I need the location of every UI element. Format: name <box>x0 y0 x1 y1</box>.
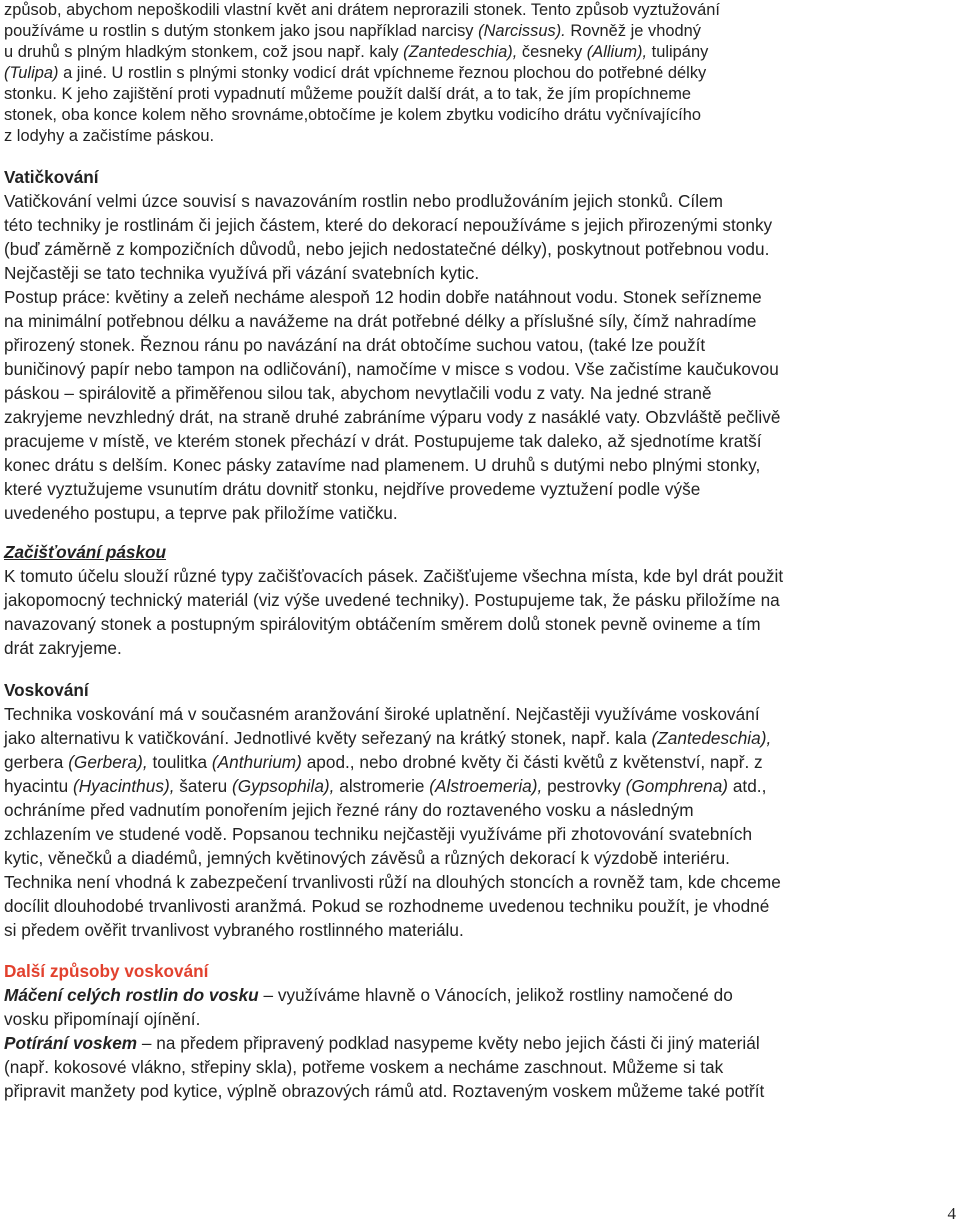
text-line: páskou – spirálovitě a přiměřenou silou tak, abychom nevytlačili vodu z vaty. Na jedné straně <box>4 383 712 403</box>
italic-term: (Hyacinthus), <box>72 776 175 796</box>
italic-term: (Zantedeschia), <box>403 43 518 61</box>
paragraph-zacistovani <box>4 564 954 660</box>
text-line: uvedeného postupu, a teprve pak přiložíme vatičku. <box>4 503 398 523</box>
text-line: zakryjeme nevzhledný drát, na straně druhé zabráníme výparu vody z nasáklé vaty. Obzvláště pečlivě <box>4 407 781 427</box>
text-line: (např. kokosové vlákno, střepiny skla), potřeme voskem a necháme zaschnout. Můžeme si tak <box>4 1057 724 1077</box>
text-line: vosku připomínají ojínění. <box>4 1009 201 1029</box>
text-line: stonku. K jeho zajištění proti vypadnutí můžeme použít další drát, a to tak, že jím propíchneme <box>4 85 692 103</box>
text-line: Postup práce: květiny a zeleň necháme alespoň 12 hodin dobře natáhnout vodu. Stonek seřízneme <box>4 287 762 307</box>
text-line: této techniky je rostlinám či jejich částem, které do dekorací nepoužíváme s jejich přirozenými stonky <box>4 215 773 235</box>
section-heading-voskovani: Voskování <box>4 680 89 700</box>
italic-term: (Gomphrena) <box>625 776 729 796</box>
italic-term: (Gypsophila), <box>231 776 335 796</box>
paragraph-vatickovani <box>4 189 954 525</box>
italic-term: (Gerbera), <box>68 752 148 772</box>
text-line: si předem ověřit trvanlivost vybraného rostlinného materiálu. <box>4 920 464 940</box>
text-line: kytic, věnečků a diadémů, jemných květinových závěsů a různých dekorací k výzdobě interiéru. <box>4 848 730 868</box>
text-line: na minimální potřebnou délku a navážeme na drát potřebné délky a příslušné síly, čímž nahradíme <box>4 311 757 331</box>
section-heading-vatickovani: Vatičkování <box>4 167 99 187</box>
italic-term: (Zantedeschia), <box>651 728 772 748</box>
italic-term: (Allium), <box>586 43 648 61</box>
text-line: hyacintu (Hyacinthus), šateru (Gypsophila), alstromerie (Alstroemeria), pestrovky (Gomphrena) atd., <box>4 776 767 796</box>
text-line: docílit dlouhodobé trvanlivosti aranžmá. Pokud se rozhodneme uvedenou techniku použít, je vhodné <box>4 896 770 916</box>
section-heading-zacistovani: Začišťování páskou <box>4 542 167 562</box>
italic-term: (Anthurium) <box>211 752 302 772</box>
text-line: ochráníme před vadnutím ponořením jejich řezné rány do roztaveného vosku a následným <box>4 800 694 820</box>
text-line: u druhů s plným hladkým stonkem, což jsou např. kaly (Zantedeschia), česneky (Allium), tulipány <box>4 43 709 61</box>
text-line: pracujeme v místě, ve kterém stonek přechází v drát. Postupujeme tak daleko, až sjednotíme kratší <box>4 431 762 451</box>
text-line: přirozený stonek. Řeznou ránu po navázání na drát obtočíme suchou vatou, (také lze použít <box>4 335 706 355</box>
text-line: způsob, abychom nepoškodili vlastní květ ani drátem neprorazili stonek. Tento způsob vyztužování <box>4 1 720 19</box>
text-line: Technika voskování má v současném aranžování široké uplatnění. Nejčastěji využíváme voskování <box>4 704 760 724</box>
text-line: (buď záměrně z kompozičních důvodů, nebo jejich nedostatečné délky), poskytnout potřebnou vodu. <box>4 239 770 259</box>
text-line: K tomuto účelu slouží různé typy začišťovacích pásek. Začišťujeme všechna místa, kde byl drát použit <box>4 566 784 586</box>
text-line: z lodyhy a začistíme páskou. <box>4 127 215 145</box>
paragraph-voskovani <box>4 702 954 942</box>
intro-paragraph <box>4 0 954 147</box>
text-line: buničinový papír nebo tampon na odličování), namočíme v misce s vodou. Vše začistíme kaučukovou <box>4 359 779 379</box>
text-line: Nejčastěji se tato technika využívá při vázání svatebních kytic. <box>4 263 480 283</box>
page-number: 4 <box>947 1204 956 1223</box>
italic-term: (Alstroemeria), <box>429 776 543 796</box>
text-line: připravit manžety pod kytice, výplně obrazových rámů atd. Roztaveným voskem můžeme také potřít <box>4 1081 765 1101</box>
text-line: drát zakryjeme. <box>4 638 122 658</box>
italic-term: (Tulipa) <box>4 64 59 82</box>
text-line: Potírání voskem – na předem připravený podklad nasypeme květy nebo jejich části či jiný materiál <box>4 1033 760 1053</box>
paragraph-dalsi-zpusoby <box>4 983 954 1103</box>
text-line: Máčení celých rostlin do vosku – využíváme hlavně o Vánocích, jelikož rostliny namočené do <box>4 985 733 1005</box>
text-line: Technika není vhodná k zabezpečení trvanlivosti růží na dlouhých stoncích a rovněž tam, kde chceme <box>4 872 781 892</box>
text-line: zchlazením ve studené vodě. Popsanou techniku nejčastěji využíváme při zhotovování svatebních <box>4 824 753 844</box>
bold-term: Potírání voskem <box>4 1033 138 1053</box>
text-line: Vatičkování velmi úzce souvisí s navazováním rostlin nebo prodlužováním jejich stonků. Cílem <box>4 191 723 211</box>
text-line: jako alternativu k vatičkování. Jednotlivé květy seřezaný na krátký stonek, např. kala (Zantedeschia), <box>4 728 772 748</box>
text-line: které vyztužujeme vsunutím drátu dovnitř stonku, nejdříve provedeme vyztužení podle výše <box>4 479 701 499</box>
text-line: (Tulipa) a jiné. U rostlin s plnými stonky vodicí drát vpíchneme řeznou plochou do potřebné délky <box>4 64 707 82</box>
text-line: gerbera (Gerbera), toulitka (Anthurium) apod., nebo drobné květy či části květů z květenství, např. z <box>4 752 763 772</box>
section-heading-dalsi-zpusoby: Další způsoby voskování <box>4 961 209 981</box>
text-line: používáme u rostlin s dutým stonkem jako jsou například narcisy (Narcissus). Rovněž je vhodný <box>4 22 701 40</box>
text-line: stonek, oba konce kolem něho srovnáme,obtočíme je kolem zbytku vodicího drátu vyčnívajícího <box>4 106 701 124</box>
text-line: konec drátu s delším. Konec pásky zatavíme nad plamenem. U druhů s dutými nebo plnými stonky, <box>4 455 761 475</box>
italic-term: (Narcissus). <box>478 22 566 40</box>
bold-term: Máčení celých rostlin do vosku <box>4 985 259 1005</box>
text-line: jakopomocný technický materiál (viz výše uvedené techniky). Postupujeme tak, že pásku přiložíme na <box>4 590 780 610</box>
document-page <box>4 0 954 1103</box>
text-line: navazovaný stonek a postupným spirálovitým obtáčením směrem dolů stonek pevně ovineme a tím <box>4 614 761 634</box>
